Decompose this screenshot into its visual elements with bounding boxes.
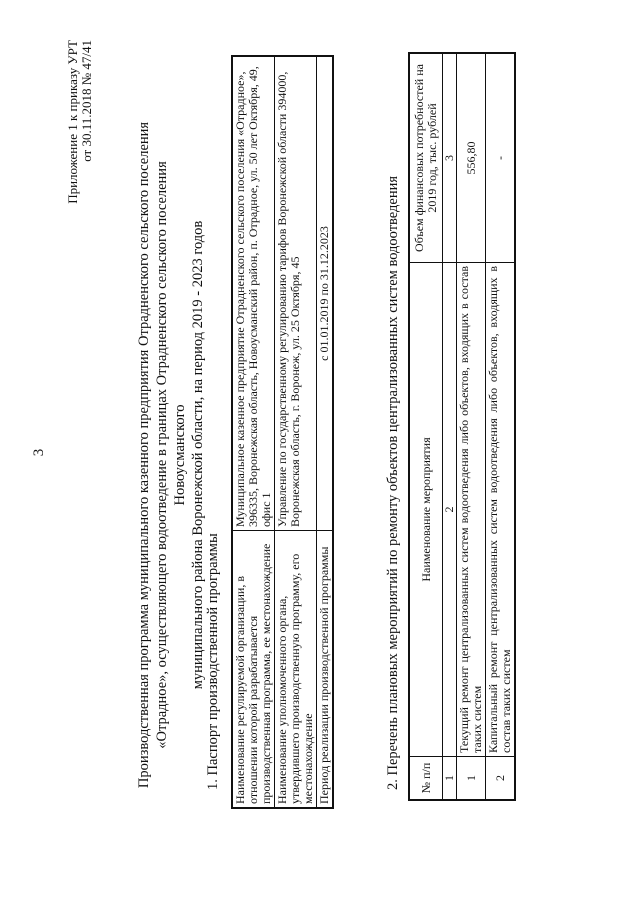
passport-value: Управление по государственному регулированию тарифов Воронежской области 394000, Воронежская область, г. Воронеж, ул. 25 Октября, 45 <box>275 56 317 531</box>
title-line-3: муниципального района Воронежской области, на период 2019 - 2023 годов <box>190 220 206 690</box>
measure-name: Текущий ремонт централизованных систем водоотведения либо объектов, входящих в состав таких систем <box>457 263 486 757</box>
measure-volume: - <box>486 53 516 263</box>
index-cell: 2 <box>443 263 457 757</box>
annex-line-2: от 30.11.2018 № 47/41 <box>79 40 94 162</box>
row-number: 1 <box>457 757 486 801</box>
passport-value: с 01.01.2019 по 31.12.2023 <box>317 56 334 531</box>
section-2-heading: 2. Перечень плановых мероприятий по ремонту объектов централизованных систем водоотведения <box>385 175 401 790</box>
passport-label: Период реализации производственной программы <box>317 531 334 809</box>
annex-line-1: Приложение 1 к приказу УРТ <box>65 40 80 204</box>
table-row <box>457 53 486 800</box>
passport-table <box>231 55 334 809</box>
measure-name: Капитальный ремонт централизованных систем водоотведения либо объектов, входящих в состав таких систем <box>486 263 516 757</box>
row-number: 2 <box>486 757 516 801</box>
passport-label: Наименование уполномоченного органа, утвердившего производственную программу, его местонахождение <box>275 531 317 809</box>
index-cell: 3 <box>443 53 457 263</box>
table-row <box>317 56 334 808</box>
column-header-name: Наименование мероприятия <box>409 263 443 757</box>
column-header-volume: Объем финансовых потребностей на 2019 год, тыс. рублей <box>409 53 443 263</box>
page-number: 3 <box>31 448 47 457</box>
column-header-num: № п/п <box>409 757 443 801</box>
section-1-heading: 1. Паспорт производственной программы <box>205 533 221 790</box>
passport-value: Муниципальное казенное предприятие Отрадненского сельского поселения «Отрадное», 396335, Воронежская область, Новоусманский район, п. Отрадное, ул. 50 лет Октября, 49, офис 1 <box>232 56 275 531</box>
table-row <box>275 56 317 808</box>
title-line-1: Производственная программа муниципального казенного предприятия Отрадненского сельского поселения <box>136 121 152 789</box>
passport-label: Наименование регулируемой организации, в отношении которой разрабатывается производственная программа, ее местонахождение <box>232 531 275 809</box>
document-title <box>135 115 207 795</box>
table-index-row <box>443 53 457 800</box>
title-line-2: «Отрадное», осуществляющего водоотведение в границах Отрадненского сельского поселения Новоусманского <box>154 161 188 749</box>
annex-note <box>66 40 94 204</box>
measures-table <box>408 52 516 801</box>
table-row <box>232 56 275 808</box>
table-header-row <box>409 53 443 800</box>
table-row <box>486 53 516 800</box>
measure-volume: 556,80 <box>457 53 486 263</box>
index-cell: 1 <box>443 757 457 801</box>
